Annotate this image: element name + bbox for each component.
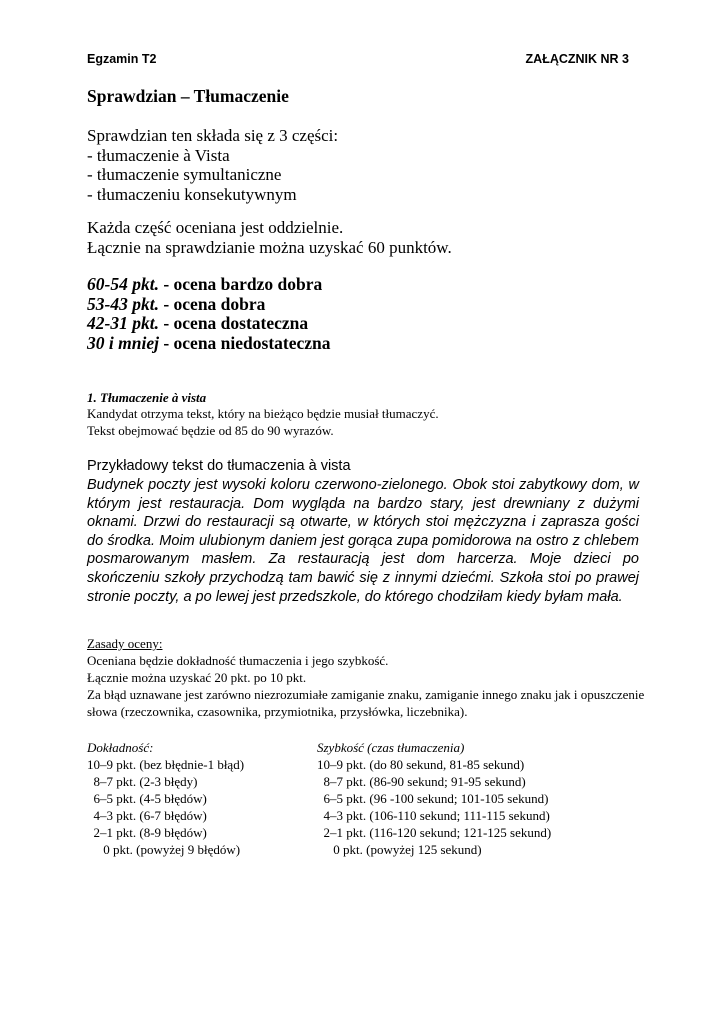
section-description	[87, 406, 439, 439]
grade-row	[87, 295, 331, 315]
grade-label: - ocena bardzo dobra	[158, 274, 323, 294]
grade-label: - ocena niedostateczna	[158, 332, 331, 353]
rules-line: Za błąd uznawane jest zarówno niezrozumiałe zamiganie znaku, zamiganie innego znaku jak i opuszczenie słowa (rzeczownika, czasownika, przymiotnika, przysłówka, liczebnika).	[87, 687, 645, 719]
rules-block	[87, 652, 647, 720]
speed-row: 6–5 pkt. (96 -100 sekund; 101-105 sekund)	[317, 791, 549, 806]
grade-range: 60-54 pkt.	[87, 274, 159, 294]
example-text: Budynek poczty jest wysoki koloru czerwono-zielonego. Obok stoi zabytkowy dom, w którym jest restauracja. Dom wygląda na bardzo stary, jest drewniany z dużymi oknami. Drzwi do restauracji są otwarte, w których stoi mężczyzna i zaprasza gości do środka. Moim ulubionym daniem jest gorąca zupa pomidorowa na ostro z chlebem posmarowanym masłem. Za restauracją jest dom harcerza. Moje dzieci po skończeniu szkoły przychodzą tam bawić się z innymi dziećmi. Szkoła stoi po prawej stronie poczty, a po lewej jest przedszkole, do którego chodziłam kiedy byłam mała.	[87, 477, 639, 605]
speed-row: 8–7 pkt. (86-90 sekund; 91-95 sekund)	[317, 774, 526, 789]
header-attachment-label: ZAŁĄCZNIK NR 3	[525, 52, 629, 66]
scoring-summary	[87, 218, 452, 257]
grade-row	[87, 334, 331, 354]
grade-range: 42-31 pkt.	[87, 313, 159, 333]
summary-line: Łącznie na sprawdzianie można uzyskać 60 punktów.	[87, 237, 452, 257]
grade-row	[87, 275, 331, 295]
description-line: Kandydat otrzyma tekst, który na bieżąco będzie musiał tłumaczyć.	[87, 406, 439, 421]
speed-row: 0 pkt. (powyżej 125 sekund)	[317, 842, 482, 857]
rules-line: Oceniana będzie dokładność tłumaczenia i jego szybkość.	[87, 653, 389, 668]
intro-block	[87, 126, 338, 204]
speed-row: 4–3 pkt. (106-110 sekund; 111-115 sekund)	[317, 808, 550, 823]
speed-heading: Szybkość (czas tłumaczenia)	[317, 740, 465, 755]
grade-range: 53-43 pkt.	[87, 293, 159, 314]
accuracy-row: 4–3 pkt. (6-7 błędów)	[87, 808, 207, 823]
summary-line: Każda część oceniana jest oddzielnie.	[87, 218, 344, 237]
section-heading: 1. Tłumaczenie à vista	[87, 390, 207, 405]
grade-label: - ocena dostateczna	[158, 313, 309, 333]
speed-row: 10–9 pkt. (do 80 sekund, 81-85 sekund)	[317, 757, 525, 772]
accuracy-row: 2–1 pkt. (8-9 błędów)	[87, 825, 207, 840]
grade-scale	[87, 275, 331, 353]
accuracy-row: 8–7 pkt. (2-3 błędy)	[87, 774, 198, 789]
speed-column	[317, 739, 551, 858]
accuracy-row: 10–9 pkt. (bez błędnie-1 błąd)	[87, 757, 245, 772]
accuracy-column	[87, 739, 244, 858]
grade-range: 30 i mniej	[87, 332, 159, 353]
grade-label: - ocena dobra	[158, 293, 266, 314]
description-line: Tekst obejmować będzie od 85 do 90 wyrazów.	[87, 422, 334, 438]
accuracy-row: 0 pkt. (powyżej 9 błędów)	[87, 842, 241, 857]
intro-line: - tłumaczenie symultaniczne	[87, 165, 282, 184]
header-exam-label: Egzamin T2	[87, 52, 157, 66]
intro-line: - tłumaczenie à Vista	[87, 145, 230, 165]
accuracy-row: 6–5 pkt. (4-5 błędów)	[87, 791, 207, 806]
grade-row	[87, 314, 331, 334]
rules-line: Łącznie można uzyskać 20 pkt. po 10 pkt.	[87, 670, 307, 685]
rules-heading: Zasady oceny:	[87, 636, 163, 651]
accuracy-heading: Dokładność:	[87, 740, 154, 755]
intro-line: - tłumaczeniu konsekutywnym	[87, 184, 297, 204]
example-heading: Przykładowy tekst do tłumaczenia à vista	[87, 458, 351, 474]
speed-row: 2–1 pkt. (116-120 sekund; 121-125 sekund)	[317, 825, 552, 840]
intro-line: Sprawdzian ten składa się z 3 części:	[87, 126, 339, 145]
page-title: Sprawdzian – Tłumaczenie	[87, 86, 289, 106]
